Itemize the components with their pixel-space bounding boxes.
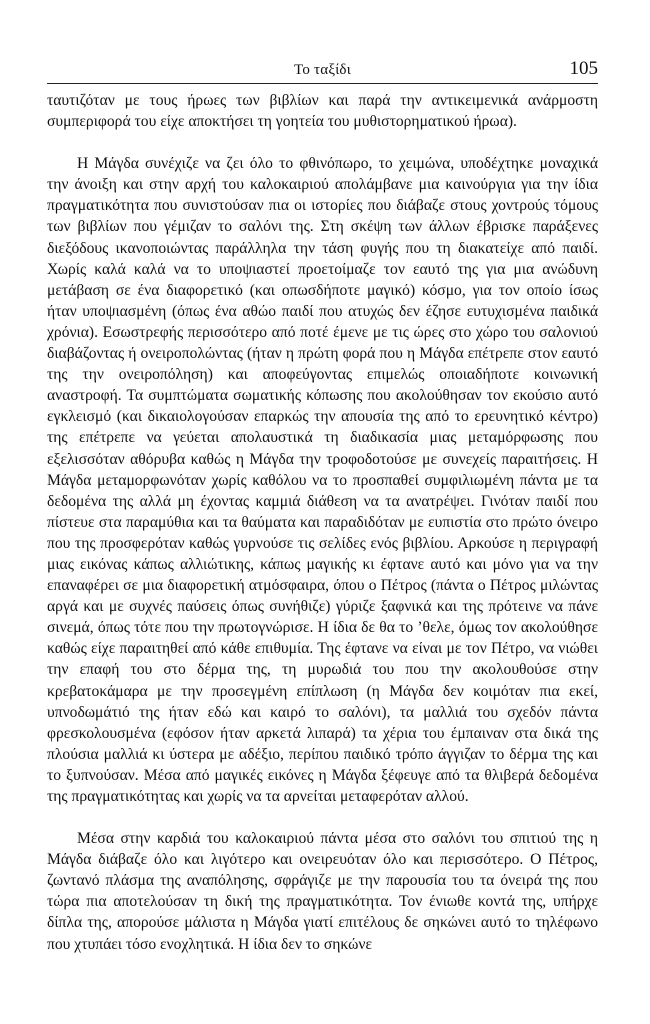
paragraph: Μέσα στην καρδιά του καλοκαιριού πάντα μέσα στο σαλόνι του σπιτιού της η Μάγδα διάβαζε όλο και λιγότερο και ονειρευόταν όλο και περισσότερο. Ο Πέτρος, ζωντανό πλάσμα της αναπόλησης, σφράγιζε με την παρουσία του τα όνειρά της που τώρα πια αποτελούσαν τη δική της πραγματικότητα. Τον ένιωθε κοντά της, υπήρχε δίπλα της, απορούσε μάλιστα η Μάγδα γιατί επιτέλους δε σηκώνει αυτό το τηλέφωνο που χτυπάει τόσο ενοχλητικά. Η ίδια δεν το σηκώνε [47,830,598,953]
paragraph-continued: ταυτιζόταν με τους ήρωες των βιβλίων και παρά την αντικειμενικά ανάρμοστη συμπεριφορά του είχε αποκτήσει τη γοητεία του μυθιστορηματικού ήρωα). [47,92,598,131]
body-text [47,90,598,955]
header-rule [47,83,598,84]
page-number: 105 [569,58,598,79]
paragraph: Η Μάγδα συνέχιζε να ζει όλο το φθινόπωρο, το χειμώνα, υποδέχτηκε μοναχικά την άνοιξη και στην αρχή του καλοκαιριού απολάμβανε μια καινούργια για την ίδια πραγματικότητα που συνιστούσαν πια οι ιστορίες που διάβαζε στους χοντρούς τόμους των βιβλίων που γέμιζαν το σαλόνι της. Στη σκέψη των άλλων έβρισκε παράξενες διεξόδους ικανοποιώντας παράλληλα την τάση φυγής που τη διακατείχε από παιδί. Χωρίς καλά καλά να το υποψιαστεί προετοίμαζε τον εαυτό της για μια ανώδυνη μετάβαση σε ένα διαφορετικό (και οπωσδήποτε μαγικό) κόσμο, για τον οποίο ίσως ήταν υποψιασμένη (όπως ένα αθώο παιδί που ατυχώς δεν έζησε ευτυχισμένα παιδικά χρόνια). Εσωστρεφής περισσότερο από ποτέ έμενε με τις ώρες στο χώρο του σαλονιού διαβάζοντας ή ονειροπολώντας (ήταν η πρώτη φορά που η Μάγδα επέτρεπε στον εαυτό της την ονειροπόληση) και αποφεύγοντας επιμελώς οποιαδήποτε κοινωνική αναστροφή. Τα συμπτώματα σωματικής κόπωσης που ακολούθησαν τον εκούσιο αυτό εγκλεισμό (και δικαιολογούσαν επαρκώς την απουσία της από το ερευνητικό κέντρο) της επέτρεπε να γεύεται απολαυστικά τη διαδικασία μιας μεταμόρφωσης που εξελισσόταν αθόρυβα καθώς η Μάγδα την τροφοδοτούσε με συνεχείς παραιτήσεις. Η Μάγδα μεταμορφωνόταν χωρίς καθόλου να το προσπαθεί συμφιλιωμένη πάντα με τα δεδομένα της αλλά μη έχοντας καμμιά διάθεση να τα ανατρέψει. Γινόταν παιδί που πίστευε στα παραμύθια και τα θαύματα και παραδιδόταν με ευπιστία στο πρώτο όνειρο που της προσφερόταν καθώς γυρνούσε τις σελίδες ενός βιβλίου. Αρκούσε η περιγραφή μιας εικόνας κάπως αλλιώτικης, κάπως μαγικής κι έφτανε αυτό και μόνο για να την επαναφέρει σε μια διαφορετική ατμόσφαιρα, όπου ο Πέτρος (πάντα ο Πέτρος μιλώντας αργά και με συχνές παύσεις όπως συνήθιζε) γύριζε ξαφνικά και της πρότεινε να πάνε σινεμά, όπως τότε που την πρωτογνώρισε. Η ίδια δε θα το ’θελε, όμως τον ακολούθησε καθώς είχε παραιτηθεί από κάθε επιθυμία. Της έφτανε να είναι με τον Πέτρο, να νιώθει την επαφή του στο δέρμα της, τη μυρωδιά του που την ακολουθούσε στην κρεβατοκάμαρα με την προσεγμένη επίπλωση (η Μάγδα δεν κοιμόταν πια εκεί, υπνοδωμάτιό της ήταν εδώ και καιρό το σαλόνι), τα μαλλιά του σχεδόν πάντα φρεσκολουσμένα (εφόσον ήταν αρκετά λιπαρά) τα χέρια του έμπαιναν στα δικά της πλούσια μαλλιά κι ύστερα με αδέξιο, περίπου παιδικό τρόπο άγγιζαν το δέρμα της και το ξυπνούσαν. Μέσα από μαγικές εικόνες η Μάγδα ξέφευγε από τα θλιβερά δεδομένα της πραγματικότητας και χωρίς να τα αρνείται μεταφερόταν αλλού. [47,155,598,805]
running-title: Το ταξίδι [294,62,351,78]
page-header [47,60,598,82]
